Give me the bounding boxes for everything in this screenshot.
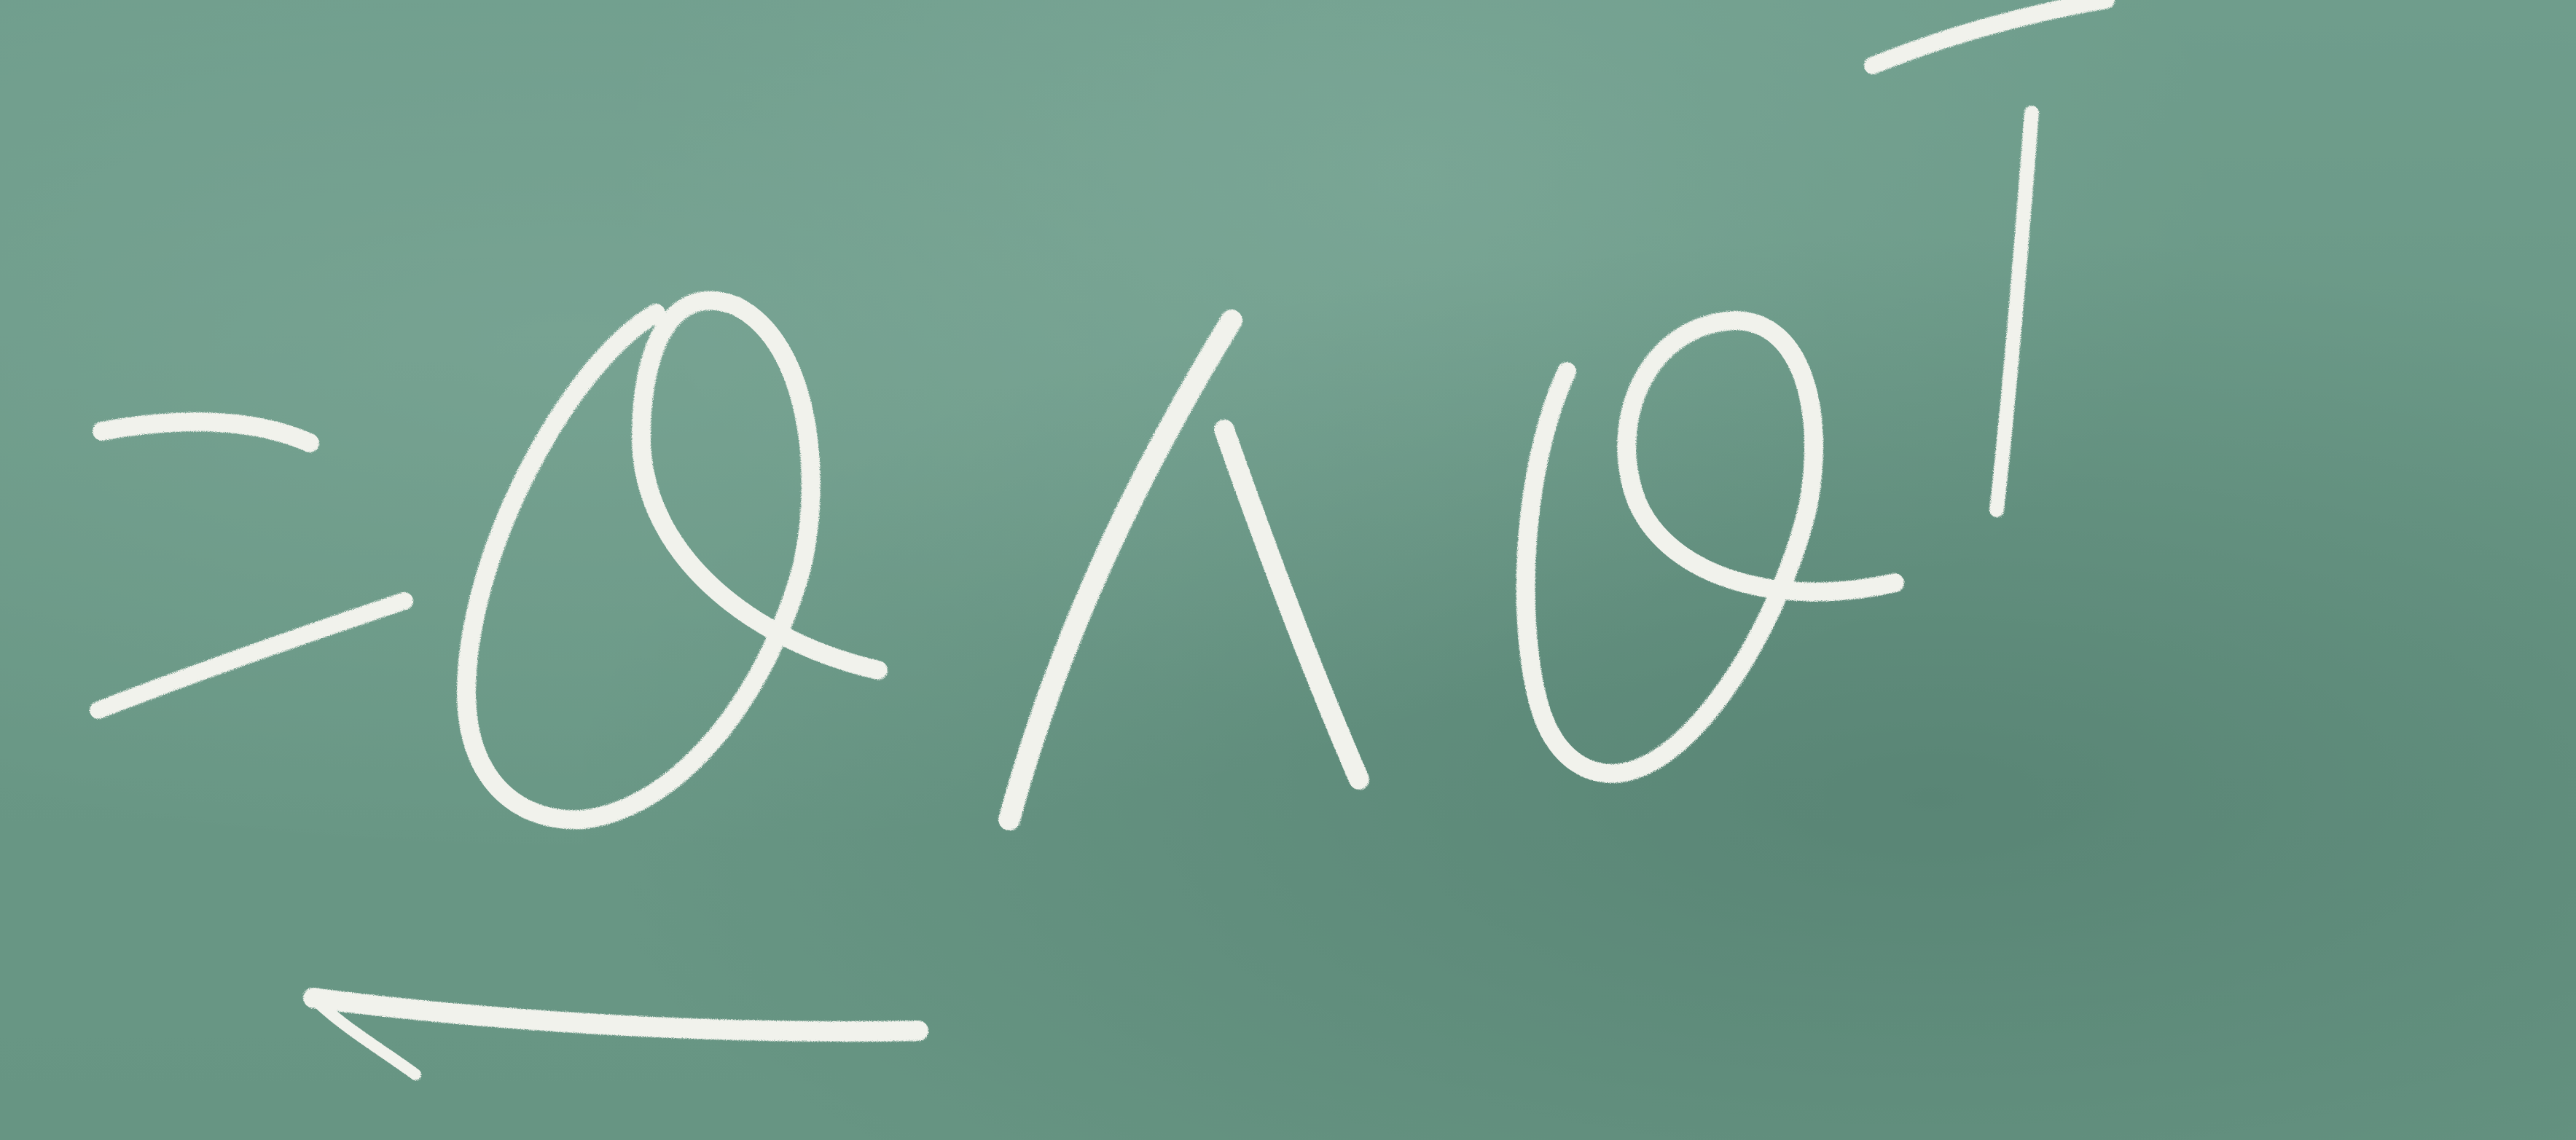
chalk-stroke-top-right-dash [1873,0,2106,66]
chalk-letter-theta-2-outer [1526,321,1895,774]
chalk-stroke-superscript-tick [1997,113,2032,510]
chalk-stroke-top-left-dash [102,422,310,443]
chalk-stroke-left-slash [98,601,404,710]
chalk-stroke-wedge-left [1009,321,1232,819]
chalk-stroke-wedge-right [1224,430,1359,779]
chalk-stroke-bottom-underline [313,998,918,1031]
chalk-letter-theta-1-outer [466,301,878,820]
